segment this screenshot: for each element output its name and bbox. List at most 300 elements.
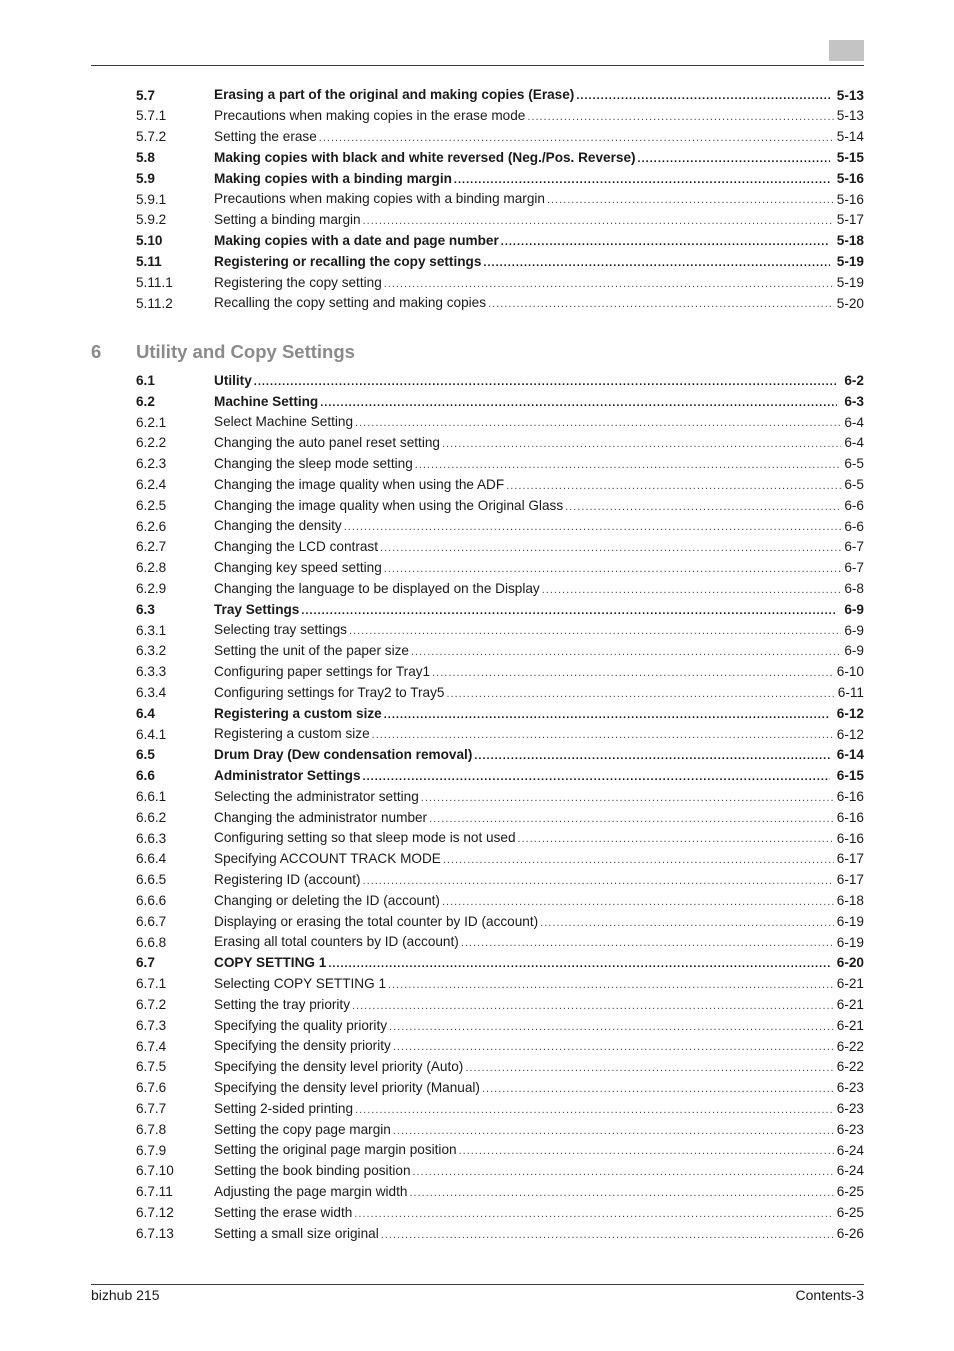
toc-entry-title: Selecting the administrator setting <box>214 789 419 804</box>
toc-entry-number: 6.3.3 <box>136 664 167 680</box>
toc-dot-leader <box>547 195 834 206</box>
toc-entry-page: 5-19 <box>836 274 864 290</box>
toc-dot-leader <box>442 439 841 450</box>
toc-entry-title-wrap <box>214 374 840 388</box>
toc-entry-number: 6.2.3 <box>136 456 167 472</box>
chapter-number: 6 <box>91 341 102 362</box>
toc-entry[interactable] <box>136 911 864 932</box>
toc-entry-page: 6-26 <box>836 1225 864 1241</box>
toc-entry-title-wrap <box>214 1143 837 1157</box>
toc-entry[interactable] <box>136 272 864 293</box>
toc-entry-title-wrap <box>214 769 833 783</box>
toc-entry-page: 6-9 <box>844 601 864 617</box>
toc-entry-page: 6-12 <box>836 726 864 742</box>
toc-dot-leader <box>465 1063 833 1074</box>
toc-dot-leader <box>421 793 834 804</box>
toc-entry-number: 6.6.7 <box>136 913 167 929</box>
toc-entry-number: 6.7.5 <box>136 1059 167 1075</box>
footer-rule <box>91 1284 864 1285</box>
toc-entry-title: Select Machine Setting <box>214 415 354 430</box>
toc-dot-leader <box>320 398 837 409</box>
toc-entry-title: Configuring settings for Tray2 to Tray5 <box>214 685 445 700</box>
toc-entry[interactable] <box>136 807 864 828</box>
toc-entry-page: 5-14 <box>836 129 864 145</box>
toc-entry-number: 6.7.9 <box>136 1142 167 1158</box>
toc-entry-page: 6-22 <box>836 1038 864 1054</box>
toc-entry-title: Specifying the density level priority (Auto) <box>214 1060 464 1075</box>
toc-dot-leader <box>355 418 841 429</box>
toc-dot-leader <box>542 585 842 596</box>
toc-entry-title: Specifying the density priority <box>214 1039 391 1054</box>
toc-entry[interactable] <box>136 495 864 516</box>
toc-entry-title: Setting a binding margin <box>214 213 361 228</box>
toc-entry-page: 5-13 <box>836 87 864 103</box>
toc-entry[interactable] <box>136 1078 864 1099</box>
toc-dot-leader <box>384 710 830 721</box>
toc-entry[interactable] <box>136 147 864 168</box>
toc-entry-number: 6.2.1 <box>136 414 167 430</box>
header-rule <box>91 65 864 66</box>
toc-entry-number: 6.6.6 <box>136 893 167 909</box>
toc-entry[interactable] <box>136 828 864 849</box>
toc-entry-number: 6.6.5 <box>136 872 167 888</box>
toc-entry-title-wrap <box>214 255 833 269</box>
toc-entry-number: 6.7.10 <box>136 1163 174 1179</box>
toc-entry-page: 6-12 <box>836 705 864 721</box>
toc-entry-title: Specifying ACCOUNT TRACK MODE <box>214 852 441 867</box>
toc-entry-page: 6-23 <box>836 1080 864 1096</box>
toc-entry-number: 6.7.13 <box>136 1225 174 1241</box>
toc-dot-leader <box>443 855 834 866</box>
toc-entry[interactable] <box>136 1223 864 1244</box>
toc-entry-number: 6.6 <box>136 768 155 784</box>
toc-entry[interactable] <box>136 1182 864 1203</box>
toc-dot-leader <box>409 1188 833 1199</box>
toc-entry[interactable] <box>136 454 864 475</box>
toc-entry-title: Making copies with black and white reversed (Neg./Pos. Reverse) <box>214 150 636 165</box>
toc-entry-title: Selecting COPY SETTING 1 <box>214 977 386 991</box>
toc-entry-title: Adjusting the page margin width <box>214 1184 408 1199</box>
toc-entry[interactable] <box>136 766 864 787</box>
toc-entry-number: 6.3.4 <box>136 685 167 701</box>
toc-entry-title: Registering or recalling the copy settings <box>214 254 482 269</box>
toc-entry-number: 6.7.11 <box>136 1184 173 1200</box>
toc-dot-leader <box>411 647 841 658</box>
toc-entry[interactable] <box>136 974 864 995</box>
toc-entry-title: Setting the copy page margin <box>214 1122 391 1137</box>
toc-dot-leader <box>381 1230 834 1241</box>
toc-entry[interactable] <box>136 168 864 189</box>
toc-entry[interactable] <box>136 849 864 870</box>
toc-entry-title-wrap <box>214 977 837 991</box>
toc-entry[interactable] <box>136 558 864 579</box>
toc-entry[interactable] <box>136 786 864 807</box>
toc-entry-title-wrap <box>214 1019 837 1033</box>
toc-dot-leader <box>328 959 829 970</box>
toc-entry-page: 6-24 <box>836 1142 864 1158</box>
toc-entry[interactable] <box>136 371 864 392</box>
toc-entry-title-wrap <box>214 790 837 804</box>
toc-dot-leader <box>254 377 838 388</box>
toc-entry-number: 5.7.2 <box>136 129 167 145</box>
toc-entry[interactable] <box>136 870 864 891</box>
toc-entry-title: Precautions when making copies in the erase mode <box>214 109 526 124</box>
toc-entry-page: 6-21 <box>836 976 864 992</box>
toc-entry[interactable] <box>136 1098 864 1119</box>
toc-entry-title: Changing the LCD contrast <box>214 540 378 555</box>
toc-entry[interactable] <box>136 1161 864 1182</box>
toc-entry-number: 6.7 <box>136 955 155 971</box>
toc-entry-number: 6.3.2 <box>136 643 167 659</box>
toc-entry-page: 5-18 <box>836 233 864 249</box>
toc-entry-title-wrap <box>214 603 840 617</box>
toc-dot-leader <box>388 980 834 991</box>
toc-entry-title: Changing the image quality when using the ADF <box>214 477 505 492</box>
toc-entry-page: 5-13 <box>836 108 864 124</box>
toc-entry-title: Changing the language to be displayed on the Display <box>214 581 540 596</box>
toc-entry-title-wrap <box>214 519 844 533</box>
toc-dot-leader <box>415 460 842 471</box>
toc-entry[interactable] <box>136 620 864 641</box>
toc-entry-number: 6.5 <box>136 747 155 763</box>
toc-entry-page: 6-10 <box>836 664 864 680</box>
toc-dot-leader <box>506 481 841 492</box>
toc-entry-title: Administrator Settings <box>214 769 361 784</box>
toc-entry-page: 5-17 <box>836 212 864 228</box>
toc-entry-number: 5.9.2 <box>136 212 167 228</box>
toc-entry-title: Specifying the density level priority (Manual) <box>214 1080 480 1095</box>
footer-page-label: Contents-3 <box>795 1287 864 1303</box>
toc-dot-leader <box>459 1146 834 1157</box>
toc-entry-page: 6-2 <box>844 373 864 389</box>
toc-entry-number: 6.3.1 <box>136 622 167 638</box>
toc-entry-page: 6-14 <box>836 747 864 763</box>
toc-entry[interactable] <box>136 745 864 766</box>
toc-entry-page: 6-17 <box>836 851 864 867</box>
toc-entry-title-wrap <box>214 665 837 679</box>
toc-entry-title: Changing key speed setting <box>214 561 382 576</box>
toc-entry-title-wrap <box>214 151 833 165</box>
toc-dot-leader <box>482 1084 834 1095</box>
toc-dot-leader <box>352 1001 834 1012</box>
toc-entry-title-wrap <box>214 499 844 513</box>
toc-entry-page: 6-8 <box>844 581 864 597</box>
toc-entry-number: 5.11.2 <box>136 295 173 311</box>
toc-entry-page: 6-5 <box>844 477 864 493</box>
toc-entry-title: Registering a custom size <box>214 727 370 742</box>
toc-dot-leader <box>380 543 841 554</box>
toc-entry-title-wrap <box>214 956 833 970</box>
toc-entry-number: 6.6.1 <box>136 789 167 805</box>
toc-entry-title-wrap <box>214 88 833 102</box>
toc-entry-title-wrap <box>214 686 838 700</box>
toc-entry-title-wrap <box>214 894 837 908</box>
toc-entry-number: 5.11 <box>136 253 162 269</box>
toc-entry-title: Tray Settings <box>214 602 300 617</box>
toc-entry-page: 6-11 <box>837 685 864 701</box>
toc-entry-title-wrap <box>214 852 837 866</box>
toc-entry-number: 6.3 <box>136 601 155 617</box>
toc-entry-number: 6.7.12 <box>136 1204 174 1220</box>
toc-entry-title: Making copies with a date and page number <box>214 233 499 248</box>
toc-entry-page: 6-9 <box>844 622 864 638</box>
toc-dot-leader <box>344 522 842 533</box>
corner-tab-marker <box>829 40 864 61</box>
toc-entry[interactable] <box>136 599 864 620</box>
toc-entry-number: 6.7.7 <box>136 1100 167 1116</box>
toc-entry-title-wrap <box>214 935 837 949</box>
toc-entry[interactable] <box>136 724 864 745</box>
toc-entry-title-wrap <box>214 1123 837 1137</box>
toc-entry-title: Changing the auto panel reset setting <box>214 436 440 451</box>
toc-entry-title: COPY SETTING 1 <box>214 956 327 971</box>
toc-entry[interactable] <box>136 578 864 599</box>
toc-entry-number: 5.11.1 <box>136 274 173 290</box>
toc-entry-page: 5-16 <box>836 191 864 207</box>
toc-entry-number: 6.2.2 <box>136 435 167 451</box>
toc-dot-leader <box>501 237 830 248</box>
toc-entry-title: Configuring paper settings for Tray1 <box>214 665 431 680</box>
toc-entry-title: Registering ID (account) <box>214 873 361 888</box>
toc-dot-leader <box>540 918 834 929</box>
toc-entry-title: Setting the erase <box>214 129 317 144</box>
toc-entry-title-wrap <box>214 234 833 248</box>
toc-entry-number: 6.7.6 <box>136 1080 167 1096</box>
toc-entry-title: Selecting tray settings <box>214 623 347 638</box>
toc-entry-title: Machine Setting <box>214 394 319 409</box>
toc-entry-number: 5.7 <box>136 87 155 103</box>
toc-entry[interactable] <box>136 251 864 272</box>
toc-entry-title-wrap <box>214 707 833 721</box>
toc-dot-leader <box>413 1167 834 1178</box>
toc-entry[interactable] <box>136 1057 864 1078</box>
toc-entry-title: Setting the erase width <box>214 1205 353 1220</box>
toc-entry-title-wrap <box>214 395 840 409</box>
toc-entry[interactable] <box>136 1202 864 1223</box>
toc-entry-title: Setting the tray priority <box>214 997 350 1012</box>
toc-entry-title-wrap <box>214 296 837 310</box>
toc-entry-page: 6-16 <box>836 809 864 825</box>
toc-entry-title-wrap <box>214 644 844 658</box>
toc-entry-page: 5-20 <box>836 295 864 311</box>
toc-dot-leader <box>432 668 834 679</box>
toc-entry-number: 6.4.1 <box>136 726 167 742</box>
toc-dot-leader <box>454 175 830 186</box>
toc-entry-title: Setting a small size original <box>214 1226 379 1241</box>
toc-entry-number: 6.7.2 <box>136 997 167 1012</box>
toc-entry-title: Precautions when making copies with a binding margin <box>214 192 545 207</box>
toc-entry-number: 6.7.8 <box>136 1121 167 1137</box>
toc-entry-page: 6-9 <box>844 643 864 659</box>
toc-entry-title-wrap <box>214 831 837 845</box>
toc-entry-number: 5.10 <box>136 233 163 249</box>
toc-entry-title-wrap <box>214 582 844 596</box>
toc-entry-number: 6.2.6 <box>136 518 167 534</box>
toc-entry-number: 5.7.1 <box>136 108 167 124</box>
toc-entry-page: 6-25 <box>836 1184 864 1200</box>
chapter-heading <box>91 340 355 364</box>
toc-dot-leader <box>384 279 834 290</box>
toc-dot-leader <box>527 112 833 123</box>
toc-entry[interactable] <box>136 231 864 252</box>
toc-entry-title: Changing the administrator number <box>214 810 428 825</box>
toc-dot-leader <box>372 730 834 741</box>
toc-dot-leader <box>565 502 841 513</box>
toc-dot-leader <box>384 564 842 575</box>
toc-entry-title-wrap <box>214 130 837 144</box>
toc-entry-title-wrap <box>214 915 837 929</box>
toc-dot-leader <box>474 751 829 762</box>
toc-entry[interactable] <box>136 391 864 412</box>
toc-section-6 <box>136 371 864 1244</box>
toc-entry[interactable] <box>136 1140 864 1161</box>
toc-entry-title: Erasing a part of the original and making copies (Erase) <box>214 88 575 103</box>
toc-dot-leader <box>355 1105 834 1116</box>
toc-entry-page: 6-4 <box>844 435 864 451</box>
toc-entry-title-wrap <box>214 1164 837 1178</box>
toc-entry-number: 6.6.8 <box>136 934 167 950</box>
toc-entry[interactable] <box>136 1036 864 1057</box>
toc-entry[interactable] <box>136 932 864 953</box>
toc-entry-number: 6.6.2 <box>136 809 167 825</box>
toc-entry-title-wrap <box>214 1185 837 1199</box>
toc-entry[interactable] <box>136 953 864 974</box>
toc-entry-title-wrap <box>214 436 844 450</box>
toc-entry-page: 6-20 <box>836 955 864 971</box>
toc-entry-page: 6-21 <box>836 997 864 1012</box>
toc-entry-title-wrap <box>214 1102 837 1116</box>
chapter-title: Utility and Copy Settings <box>136 341 355 362</box>
toc-entry[interactable] <box>136 682 864 703</box>
toc-dot-leader <box>446 689 834 700</box>
toc-entry-title: Drum Dray (Dew condensation removal) <box>214 748 473 763</box>
toc-entry[interactable] <box>136 641 864 662</box>
toc-entry[interactable] <box>136 516 864 537</box>
toc-dot-leader <box>319 133 834 144</box>
toc-entry[interactable] <box>136 1119 864 1140</box>
toc-entry-number: 6.2.4 <box>136 477 167 493</box>
toc-entry[interactable] <box>136 85 864 106</box>
toc-entry[interactable] <box>136 537 864 558</box>
toc-entry-page: 6-19 <box>836 913 864 929</box>
toc-entry-title-wrap <box>214 623 844 637</box>
toc-entry[interactable] <box>136 474 864 495</box>
toc-entry-title: Utility <box>214 373 252 388</box>
toc-dot-leader <box>363 216 834 227</box>
toc-entry-title: Setting 2-sided printing <box>214 1101 354 1116</box>
toc-entry[interactable] <box>136 1015 864 1036</box>
toc-entry-page: 6-21 <box>836 1017 864 1033</box>
toc-entry-title: Erasing all total counters by ID (account) <box>214 935 459 950</box>
toc-entry-number: 6.2.7 <box>136 539 167 555</box>
toc-entry[interactable] <box>136 189 864 210</box>
toc-entry-page: 6-22 <box>836 1059 864 1075</box>
toc-dot-leader <box>442 897 834 908</box>
toc-entry[interactable] <box>136 890 864 911</box>
toc-entry-number: 6.6.4 <box>136 851 167 867</box>
toc-entry-title-wrap <box>214 276 837 290</box>
toc-entry-title: Displaying or erasing the total counter by ID (account) <box>214 914 539 929</box>
toc-entry-title: Changing the image quality when using the Original Glass <box>214 498 564 513</box>
toc-entry-title-wrap <box>214 1039 837 1053</box>
toc-entry-title-wrap <box>214 727 837 741</box>
toc-dot-leader <box>349 626 841 637</box>
toc-entry-title-wrap <box>214 172 833 186</box>
toc-entry-title-wrap <box>214 811 837 825</box>
toc-dot-leader <box>363 772 830 783</box>
toc-entry-title: Recalling the copy setting and making copies <box>214 296 487 311</box>
toc-section-5 <box>136 85 864 314</box>
toc-entry-title: Specifying the quality priority <box>214 1018 388 1033</box>
toc-entry[interactable] <box>136 433 864 454</box>
toc-entry-title-wrap <box>214 1227 837 1241</box>
toc-entry-number: 6.7.4 <box>136 1038 167 1054</box>
toc-entry-number: 6.2 <box>136 393 155 409</box>
toc-entry[interactable] <box>136 662 864 683</box>
toc-entry-page: 6-18 <box>836 893 864 909</box>
toc-dot-leader <box>638 154 830 165</box>
toc-entry-title-wrap <box>214 109 837 123</box>
toc-entry[interactable] <box>136 106 864 127</box>
toc-entry-page: 6-7 <box>844 560 864 576</box>
toc-entry-title-wrap <box>214 478 844 492</box>
toc-dot-leader <box>488 299 834 310</box>
toc-entry-title: Registering a custom size <box>214 706 382 721</box>
toc-entry-page: 6-24 <box>836 1163 864 1179</box>
toc-entry-number: 6.7.3 <box>136 1017 167 1033</box>
toc-dot-leader <box>518 834 834 845</box>
toc-entry-page: 6-17 <box>836 872 864 888</box>
toc-entry[interactable] <box>136 127 864 148</box>
toc-entry[interactable] <box>136 703 864 724</box>
toc-dot-leader <box>576 91 829 102</box>
toc-entry-number: 6.2.8 <box>136 560 167 576</box>
toc-entry-title-wrap <box>214 213 837 227</box>
toc-entry-number: 6.2.5 <box>136 497 167 513</box>
toc-entry[interactable] <box>136 994 864 1015</box>
toc-entry[interactable] <box>136 210 864 231</box>
toc-entry-page: 5-16 <box>836 170 864 186</box>
toc-entry-number: 6.1 <box>136 373 155 389</box>
toc-entry[interactable] <box>136 412 864 433</box>
toc-dot-leader <box>389 1022 834 1033</box>
toc-entry-number: 5.9.1 <box>136 191 167 207</box>
toc-entry-page: 6-5 <box>844 456 864 472</box>
toc-entry-title: Configuring setting so that sleep mode is not used <box>214 831 516 846</box>
toc-entry-title: Registering the copy setting <box>214 275 382 290</box>
footer-product: bizhub 215 <box>91 1287 160 1303</box>
toc-entry-number: 6.4 <box>136 705 155 721</box>
toc-entry-title-wrap <box>214 1206 837 1220</box>
toc-entry-page: 6-6 <box>844 497 864 513</box>
toc-entry-page: 6-23 <box>836 1100 864 1116</box>
toc-entry-title: Setting the book binding position <box>214 1164 411 1179</box>
toc-entry[interactable] <box>136 293 864 314</box>
toc-dot-leader <box>354 1209 833 1220</box>
toc-entry-page: 6-15 <box>836 768 864 784</box>
toc-entry-number: 6.6.3 <box>136 830 167 846</box>
toc-entry-title-wrap <box>214 540 844 554</box>
toc-entry-title-wrap <box>214 998 837 1012</box>
toc-entry-page: 6-19 <box>836 934 864 950</box>
toc-entry-title: Setting the unit of the paper size <box>214 644 409 659</box>
toc-dot-leader <box>393 1042 834 1053</box>
toc-entry-page: 6-3 <box>844 393 864 409</box>
toc-entry-title-wrap <box>214 192 837 206</box>
toc-entry-page: 5-15 <box>836 149 864 165</box>
toc-dot-leader <box>393 1126 834 1137</box>
toc-entry-title-wrap <box>214 457 844 471</box>
